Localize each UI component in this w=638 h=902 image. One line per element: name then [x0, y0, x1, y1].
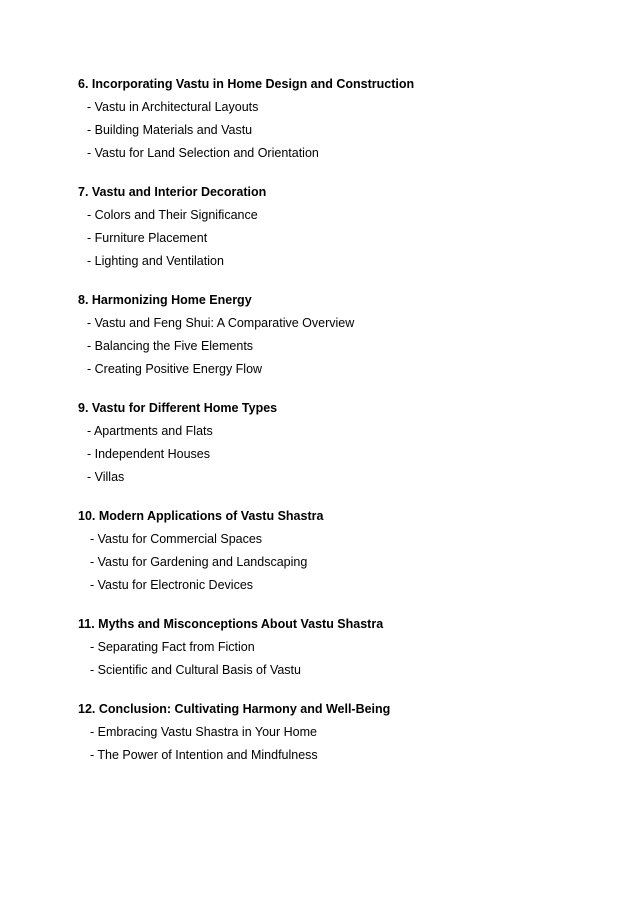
section-heading: 12. Conclusion: Cultivating Harmony and Well-Being: [78, 702, 391, 716]
section-item: - Vastu and Feng Shui: A Comparative Overview: [87, 316, 355, 330]
section-item: - Separating Fact from Fiction: [90, 640, 255, 654]
toc-section-10: [78, 508, 598, 593]
section-item: - Building Materials and Vastu: [87, 123, 253, 137]
toc-section-8: [78, 292, 598, 377]
section-item: - Scientific and Cultural Basis of Vastu: [90, 663, 301, 677]
section-heading: 8. Harmonizing Home Energy: [78, 293, 252, 307]
section-item: - The Power of Intention and Mindfulness: [90, 748, 318, 762]
section-item: - Furniture Placement: [87, 231, 208, 245]
section-item: - Vastu for Land Selection and Orientation: [87, 146, 319, 160]
toc-section-9: [78, 400, 598, 485]
toc-section-7: [78, 184, 598, 269]
toc-section-12: [78, 701, 598, 763]
section-item: - Vastu for Gardening and Landscaping: [90, 555, 308, 569]
section-item: - Embracing Vastu Shastra in Your Home: [90, 725, 317, 739]
section-item: - Lighting and Ventilation: [87, 254, 224, 268]
section-item: - Villas: [87, 470, 125, 484]
section-heading: 10. Modern Applications of Vastu Shastra: [78, 509, 324, 523]
section-item: - Vastu for Electronic Devices: [90, 578, 254, 592]
toc-section-11: [78, 616, 598, 678]
section-item: - Creating Positive Energy Flow: [87, 362, 263, 376]
toc-section-6: [78, 76, 598, 161]
section-heading: 11. Myths and Misconceptions About Vastu Shastra: [78, 617, 384, 631]
section-item: - Vastu in Architectural Layouts: [87, 100, 259, 114]
table-of-contents: [78, 76, 598, 786]
section-heading: 7. Vastu and Interior Decoration: [78, 185, 267, 199]
section-item: - Vastu for Commercial Spaces: [90, 532, 263, 546]
section-heading: 6. Incorporating Vastu in Home Design and Construction: [78, 77, 415, 91]
section-item: - Balancing the Five Elements: [87, 339, 254, 353]
section-item: - Apartments and Flats: [87, 424, 213, 438]
section-heading: 9. Vastu for Different Home Types: [78, 401, 278, 415]
section-item: - Independent Houses: [87, 447, 211, 461]
section-item: - Colors and Their Significance: [87, 208, 258, 222]
